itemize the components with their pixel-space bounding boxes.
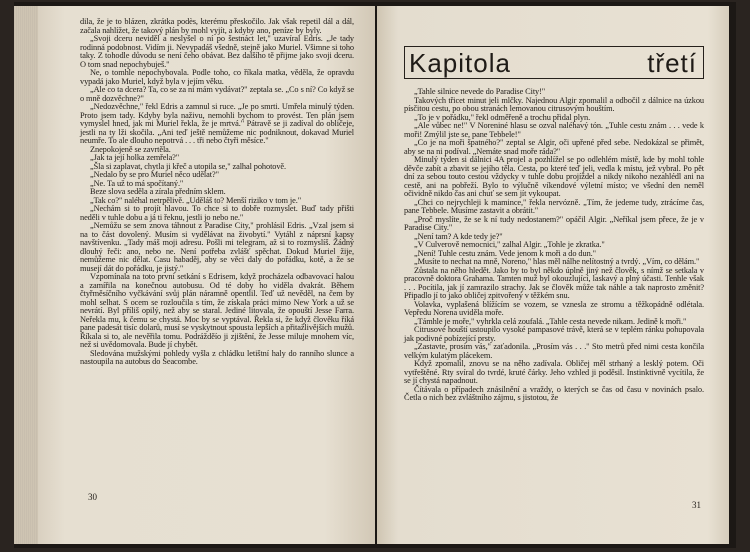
paragraph: „Nemůžu se sem znova táhnout z Paradise City," prohlásil Edris. „Vzal jsem si na to část dovolený. Musím si vydělávat na živobytí." Vytáhl z náprsní kapsy navštívenku. „Tady máš moji adresu. Pošli mi telegram, až si to rozmyslíš. Žádný dlouhý řeči: ano, nebo ne. Není potřeba zvlášť spěchat. Dokud Muriel žije, nemůžeme nic dělat. Casu habaděj, aby se věci daly do pořádku, kotě, a že se musejí dát do pořádku, je jistý." — [80, 221, 354, 273]
chapter-number: třetí — [647, 48, 697, 78]
paragraph: „Chci co nejrychleji k mamince," řekla nervózně. „Tím, že jedeme tudy, ztrácíme čas, pane Tebbele. Musíme zastavit a obrátit." — [404, 197, 704, 215]
paragraph: „Nechám si to projít hlavou. To chce si to dobře rozmyslet. Buď tady přišti neděli v tuhle dobu a já ti řeknu, jestli jo nebo ne." — [80, 204, 354, 222]
page-number: 31 — [692, 500, 701, 510]
paragraph: Vzpomínala na toto první setkání s Edrisem, když procházela odbavovací halou a zamířila na konečnou autobusu. Od té doby ho viděla dvakrát. Během čtyřměsíčního vyčkávání svůj plán náramně opentlil. Teď už nevěděl, na čem by mohl selhat. S ocem se rozloučila s tím, že získala práci mimo New York a už se nevrátí. Byl příliš opilý, než aby se staral. Jediné litovala, že opouští Jesse Farra. Neřekla mu, k čemu se chystá. Moc by se vyptával. Řekla si, že když člověku říká pane padesát tisíc dolarů, musí se vyskytnout spousta lepších a přitažlivějších mužů. Říkala si to, ale nevěřila tomu. Podrážděío ji zjištění, že Jesse miluje mnohem víc, než si uvědomovala. Bude jí chybět. — [80, 272, 354, 349]
paragraph: „Nedozvěchne," řekl Edris a zamnul si ruce. „Je po smrti. Umřela minulý týden. Proto jsem tady. Kdyby byla naživu, nemohli bychom to provést. Ten plán jsem vymyslel hned, jak mi Muriel řekla, že je mrtvá." Pátravě se ji zadíval do obličeje, jestli na ty lži skočila. „Ani teď ještě nemůžeme nic podniknout, dokavad Muriel neumře. To ale dlouho nepotrvá . . . tři nebo čtyři měsíce." — [80, 102, 354, 145]
paragraph: Volavka, vyplašená blížícím se vozem, se vznesla ze stromu a těžkopádně odlétala. Vepředu Norena uviděla moře. — [404, 299, 704, 317]
paragraph: „Zastavte, prosím vás," zaťadonila. „Prosím vás . . ." Sto metrů před nimi cesta končila velkým kulatým plácekem. — [404, 342, 704, 360]
chapter-word: Kapitola — [409, 48, 511, 78]
paragraph: „Svoji dceru neviděl a neslyšel o ní po šestnáct let," uzavíral Edris. „Je tady rodinná podobnost. Vidím ji. Nevypadáš všedně, stejně jako Muriel. Všimne si toho taky. Z tohodle důvodu se není čeho obávat. Bez dalšího tě přijme jako svoji dceru. O tom snad nepochybuješ." — [80, 34, 354, 69]
paragraph: Ne, o tomhle nepochybovala. Podle toho, co říkala matka, věděla, že opravdu vypadá jako Muriel, když byla v jejím věku. — [80, 68, 354, 86]
paragraph: Sledována mužskými pohledy vyšla z chládku letištní haly do ranního slunce a nastoupila na autobus do Seacombe. — [80, 348, 354, 366]
paragraph: „Nedalo by se pro Muriel něco udělat?" — [90, 170, 219, 179]
paragraph: „Ale co ta dcera? Ta, co se za ni mám vydávat?" zeptala se. „Co s ní? Co když se o mně dozvěchne?" — [80, 85, 354, 103]
paragraph: „Co je na moři špatného?" zeptal se Algir, oči upřené před sebe. Nedokázal se přimět, aby se na ni podíval. „Nemáte snad moře ráda?" — [404, 138, 704, 156]
paragraph: Zůstala na něho hledět. Jako by to byl někdo úplně jiný než člověk, s nímž se setkala v pracovně doktora Grahama. Tamten muž byl okouzlující, laskavý a plný účasti. Tenhle však . . . Pocítila, jak jí zamrazilo strachy. Jak se člověk může tak náhle a tak naprosto změnit? Připadlo jí to jako obličej zpitvořený v těžkém snu. — [404, 265, 704, 300]
paragraph: „Proč myslíte, že se k ní tudy nedostanem?" opáčil Algir. „Neříkal jsem přece, že je v Paradise City." — [404, 214, 704, 232]
paragraph: „Tak co?" naléhal netrpělivě. „Uděláš to? Menší riziko v tom je." — [90, 195, 302, 205]
right-page-text — [404, 88, 704, 403]
paragraph: „To je v pořádku," řekl odměřeně a trochu přidal plyn. — [414, 112, 591, 122]
paragraph: Čítávala o případech znásilnění a vraždy, o kterých se čas od času v novinách psalo. Četla o nich bez zvláštního zájmu, s jistotou, že — [404, 384, 704, 402]
paragraph: „Ale vůbec ne!" V Noreniné hlasu se ozval naléhavý tón. „Tuhle cestu znám . . . vede k moři! Zmýlil jste se, pane Tebbele!" — [404, 121, 704, 139]
paragraph: Minulý týden si dálnici 4A projel a pozhlížel se po odlehlém místě, kde by mohl tohle děvče zabít a zbavit se jejího těla. Cesta, po které teď jeli, vedla k místu, jež vybral. Po pět dní za sebou touto cestou vždycky v tuhle dobu projíždel a nikdy nikoho nezahlédl ani na cestě, ani na pobřeží. Bylo to výlučně víkendové výletní místo; ve všední den neměl očividně nikdo čas ani chuť se sem jít vykoupat. — [404, 155, 704, 198]
chapter-heading — [404, 46, 704, 79]
paragraph: „Támhle je moře," vyhrkla celá zoufalá. „Tahle cesta nevede nikam. Jedině k moři." — [414, 316, 687, 326]
paragraph: „Šla si zaplavat, chytla ji křeč a utopila se," zalhal pohotově. — [90, 161, 287, 171]
paragraph: „Tahle silnice nevede do Paradise City!" — [414, 87, 546, 96]
paragraph: Takových třicet minut jeli mlčky. Najednou Algir zpomalil a odbočil z dálnice na úzkou písčitou cestu, po obou stranách lemovanou citrusovým houštím. — [404, 95, 704, 113]
paragraph: „V Culverově nemocnici," zalhal Algir. „Tohle je zkratka." — [414, 240, 605, 249]
paragraph: Když zpomalil, znovu se na něho zadívala. Obličej měl strhaný a lesklý potem. Oči vytřeštěné. Rty svíral do tvrdé, kruté čárky. Jeho vzhled ji poděsil. Instinktivně vycítila, že se jí chystá napadnout. — [404, 359, 704, 385]
paragraph: Znepokojeně se zavrtěla. — [90, 144, 171, 154]
page-number: 30 — [88, 492, 97, 502]
paragraph: „Není! Tuhle cestu znám. Vede jenom k moři a do dun." — [414, 248, 596, 258]
paragraph: dila, že je to blázen, zkrátka podès, kterému přeskočilo. Jak však repetil dál a dál, začala nahlížet, že takový plán by mohl vyjít, a kdyby ano, peníze by byly. — [80, 17, 354, 35]
book-spread — [14, 2, 736, 548]
left-page — [38, 6, 375, 544]
paragraph: Beze slova seděla a zírala předním sklem. — [90, 187, 226, 196]
paragraph: Citrusové houští ustoupilo vysoké pampasové trávě, která se v teplém ránku pohupovala jak podivné pobízející prsty. — [404, 325, 704, 343]
right-page — [377, 6, 729, 544]
page-edges — [14, 6, 40, 544]
paragraph: „Jak ta její holka zemřela?" — [90, 153, 180, 162]
paragraph: „Není tam? A kde tedy je?" — [414, 231, 503, 241]
paragraph: „Ne. Ta už to má spočítaný." — [90, 178, 184, 188]
paragraph: „Musíte to nechat na mně, Noreno," hlas měl nálhe nelítostný a tvrdý. „Vím, co dělám." — [414, 257, 700, 266]
left-page-text — [80, 18, 354, 367]
